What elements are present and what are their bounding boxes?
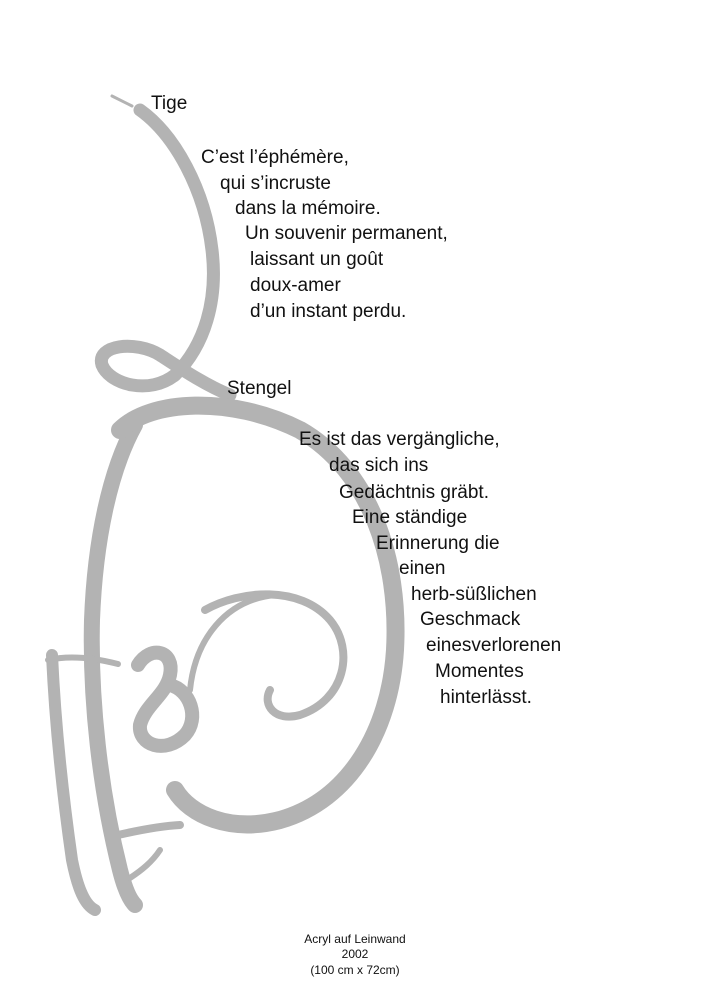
french-line: Un souvenir permanent,	[245, 223, 448, 244]
french-line: dans la mémoire.	[235, 198, 381, 219]
brush-t-bar	[48, 657, 118, 664]
german-line: Erinnerung die	[376, 533, 500, 554]
german-title: Stengel	[227, 378, 292, 399]
german-line: einesverlorenen	[426, 635, 562, 656]
german-line: Geschmack	[420, 609, 521, 630]
caption-year: 2002	[341, 947, 369, 961]
french-line: C’est l’éphémère,	[201, 147, 349, 168]
french-line: d’un instant perdu.	[250, 301, 407, 322]
german-line: Eine ständige	[352, 507, 468, 528]
brush-tail	[130, 850, 160, 878]
brush-bottom-cross	[118, 825, 180, 835]
german-line: Gedächtnis gräbt.	[339, 482, 489, 503]
caption-medium: Acryl auf Leinwand	[304, 932, 406, 946]
german-line: hinterlässt.	[440, 687, 532, 708]
caption-size: (100 cm x 72cm)	[310, 963, 400, 977]
german-line: Momentes	[435, 661, 524, 682]
german-line: einen	[399, 558, 446, 579]
brush-tick	[112, 96, 132, 106]
french-line: laissant un goût	[250, 249, 384, 270]
french-line: doux-amer	[250, 275, 341, 296]
french-title: Tige	[151, 93, 188, 114]
german-line: Es ist das vergängliche,	[299, 429, 500, 450]
german-line: herb-süßlichen	[411, 584, 537, 605]
french-line: qui s’incruste	[220, 173, 331, 194]
german-line: das sich ins	[329, 455, 429, 476]
brush-heart-flourish	[138, 653, 192, 746]
